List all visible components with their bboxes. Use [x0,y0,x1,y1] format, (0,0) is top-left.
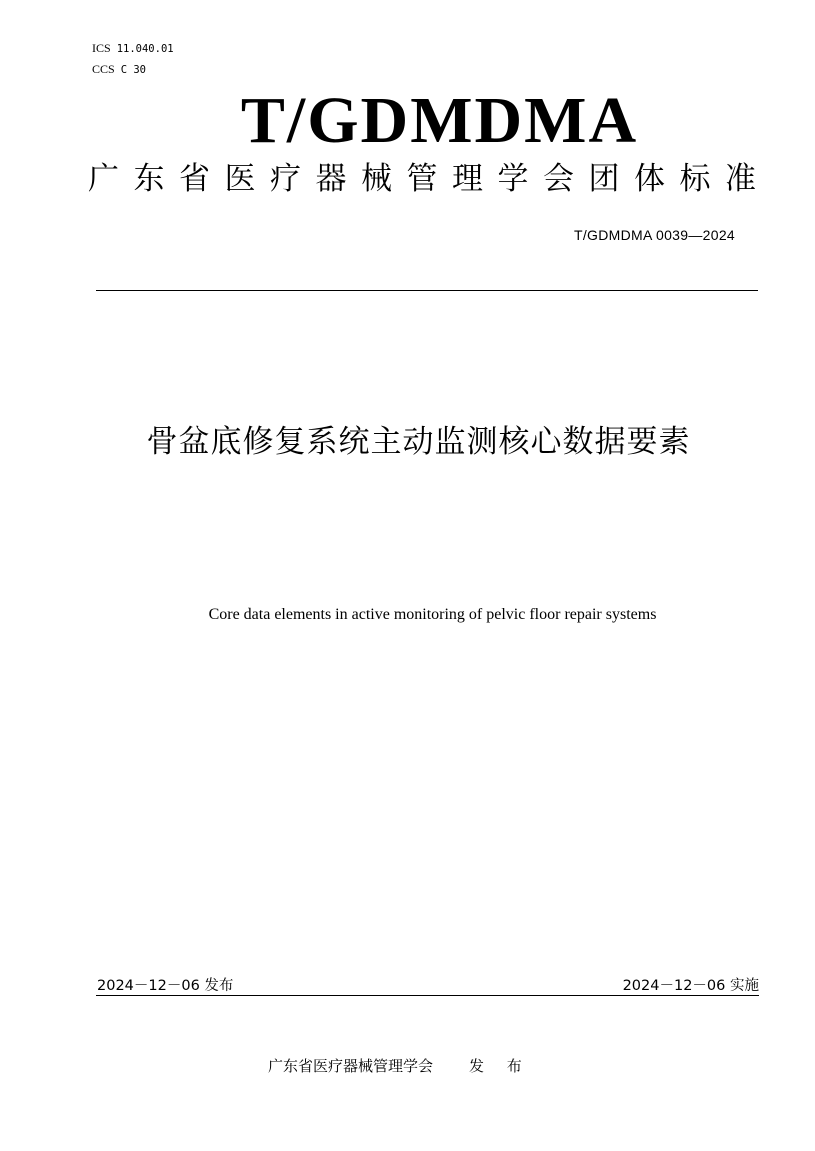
ics-label: ICS [92,41,111,55]
ics-code [92,41,174,56]
org-title-char: 疗 [270,161,301,197]
org-title-char: 学 [497,161,529,197]
header-divider [96,290,758,291]
org-title-char: 医 [224,161,256,197]
org-title-char: 东 [133,161,165,197]
publisher-name: 广东省医疗器械管理学会 [268,1057,434,1075]
org-title-char: 器 [315,161,347,197]
org-title-char: 会 [543,161,574,197]
standard-logo: T/GDMDMA [240,84,639,157]
ccs-code [92,62,146,77]
document-title-chinese: 骨盆底修复系统主动监测核心数据要素 [146,424,691,460]
org-title-char: 准 [725,161,756,197]
org-title-char: 省 [179,161,210,197]
org-title-char: 标 [679,161,711,197]
footer-divider [96,995,759,996]
document-title-english: Core data elements in active monitoring of pelvic floor repair systems [208,606,657,623]
org-title-char: 团 [588,161,620,197]
org-title-char: 体 [634,161,665,197]
org-title-char: 理 [452,161,483,197]
publisher-action: 发 布 [469,1057,531,1075]
org-title-char: 管 [406,161,438,197]
standard-number: T/GDMDMA 0039—2024 [573,227,735,243]
publish-date: 2024－12－06 发布 [97,978,234,994]
org-title-char: 广 [88,161,119,197]
ccs-value: C 30 [120,64,146,76]
org-title-char: 械 [361,161,392,197]
organization-title [88,157,756,201]
ics-value: 11.040.01 [116,43,174,55]
publisher-line [268,1055,531,1076]
implement-date: 2024－12－06 实施 [622,978,759,994]
ccs-label: CCS [92,62,115,76]
